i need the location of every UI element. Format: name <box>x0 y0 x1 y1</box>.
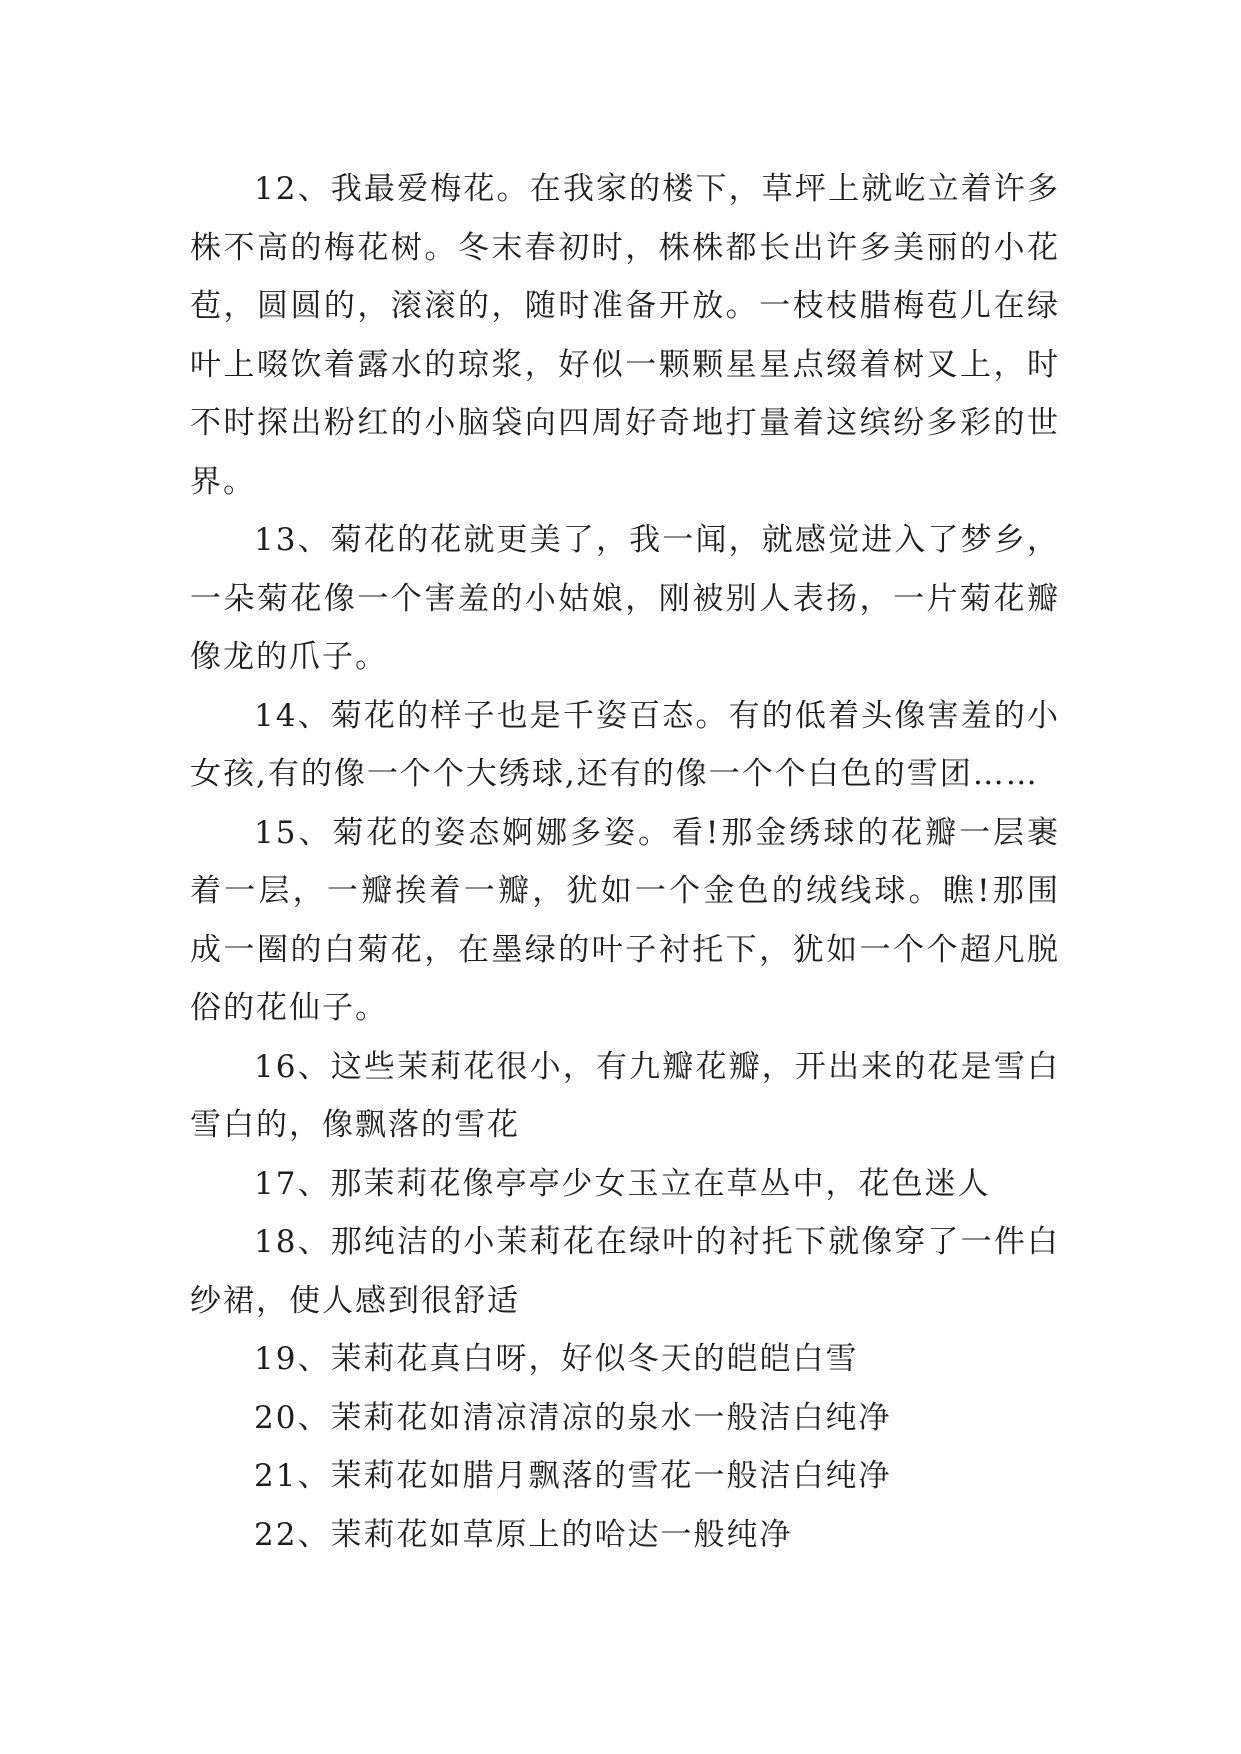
paragraph-19: 19、茉莉花真白呀，好似冬天的皑皑白雪 <box>254 1341 859 1377</box>
paragraph-14: 14、菊花的样子也是千姿百态。有的低着头像害羞的小女孩,有的像一个个大绣球,还有的像一个个白色的雪团…… <box>190 697 1060 792</box>
paragraph-12: 12、我最爱梅花。在我家的楼下，草坪上就屹立着许多株不高的梅花树。冬末春初时，株株都长出许多美丽的小花苞，圆圆的，滚滚的，随时准备开放。一枝枝腊梅苞儿在绿叶上啜饮着露水的琼浆，好似一颗颗星星点缀着树叉上，时不时探出粉红的小脑袋向四周好奇地打量着这缤纷多彩的世界。 <box>190 171 1060 500</box>
paragraph-22: 22、茉莉花如草原上的哈达一般纯净 <box>254 1516 793 1553</box>
paragraph-15: 15、菊花的姿态婀娜多姿。看!那金绣球的花瓣一层裹着一层，一瓣挨着一瓣，犹如一个金色的绒线球。瞧!那围成一圈的白菊花，在墨绿的叶子衬托下，犹如一个个超凡脱俗的花仙子。 <box>190 814 1060 1026</box>
paragraph-18: 18、那纯洁的小茉莉花在绿叶的衬托下就像穿了一件白纱裙，使人感到很舒适 <box>190 1224 1060 1319</box>
paragraph-16: 16、这些茉莉花很小，有九瓣花瓣，开出来的花是雪白雪白的，像飘落的雪花 <box>190 1048 1060 1143</box>
paragraph-20: 20、茉莉花如清凉清凉的泉水一般洁白纯净 <box>254 1399 892 1436</box>
paragraph-17: 17、那茉莉花像亭亭少女玉立在草丛中，花色迷人 <box>254 1165 991 1202</box>
paragraph-13: 13、菊花的花就更美了，我一闻，就感觉进入了梦乡，一朵菊花像一个害羞的小姑娘，刚被别人表扬，一片菊花瓣像龙的爪子。 <box>190 522 1060 675</box>
paragraph-21: 21、茉莉花如腊月飘落的雪花一般洁白纯净 <box>254 1458 892 1494</box>
document-body <box>190 160 1060 1564</box>
